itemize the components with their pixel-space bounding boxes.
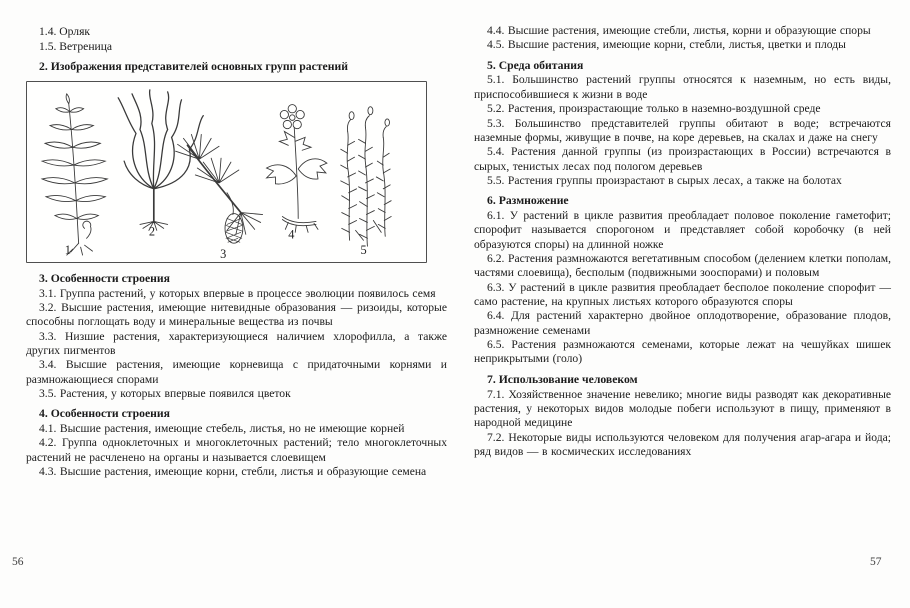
list-item: 3.5. Растения, у которых впервые появился цветок xyxy=(39,387,291,400)
list-item: 5.5. Растения группы произрастают в сырых лесах, а также на болотах xyxy=(487,173,842,187)
figure-label-3: 3 xyxy=(220,246,227,261)
list-item: 6.2. Растения размножаются вегетативным способом (делением клетки пополам, частями слоевища), бесполым (подвижными зооспорами) и половым xyxy=(474,252,891,280)
list-item: 6.1. У растений в цикле развития преобладает половое поколение гаметофит; спорофит называется спорогоном и представляет собой коробочку (в ней образуются споры) на длинной ножке xyxy=(474,209,891,251)
list-item: 5.2. Растения, произрастающие только в наземно-воздушной среде xyxy=(487,102,821,116)
list-item: 5.3. Большинство представителей группы обитают в воде; встречаются наземные формы, живущие в почве, на коре деревьев, на скалах и даже на снегу xyxy=(474,116,891,144)
list-item: 5.4. Растения данной группы (из произрастающих в России) встречаются в сырых, тенистых лесах под пологом деревьев xyxy=(474,145,891,173)
list-item: 4.2. Группа одноклеточных и многоклеточных растений; тело многоклеточных растений не расчленено на органы и называется слоевищем xyxy=(26,436,447,464)
list-item: 4.3. Высшие растения, имеющие корни, стебли, листья и образующие семена xyxy=(39,465,427,479)
list-item: 3.3. Низшие растения, характеризующиеся наличием хлорофилла, а также других пигментов xyxy=(26,329,447,357)
section-heading-7: 7. Использование человеком xyxy=(487,372,638,386)
list-item: 3.2. Высшие растения, имеющие нитевидные образования — ризоиды, которые способны поглощать воду и минеральные вещества из почвы xyxy=(26,300,447,329)
list-item: 4.5. Высшие растения, имеющие корни, стебли, листья, цветки и плоды xyxy=(487,38,846,52)
list-item: 5.1. Большинство растений группы относятся к наземным, но есть виды, приспособившиеся к жизни в воде xyxy=(474,73,891,101)
section-heading-3: 3. Особенности строения xyxy=(39,271,170,285)
list-item: 3.1. Группа растений, у которых впервые в процессе эволюции появилось семя xyxy=(39,286,436,300)
section-heading-figures: 2. Изображения представителей основных групп растений xyxy=(39,60,348,73)
section-heading-5: 5. Среда обитания xyxy=(487,58,584,72)
list-item: 4.1. Высшие растения, имеющие стебель, листья, но не имеющие корней xyxy=(39,422,405,436)
figure-label-2: 2 xyxy=(148,224,156,239)
list-item: 1.4. Орляк xyxy=(39,25,91,38)
page-left xyxy=(26,24,447,480)
list-item: 6.4. Для растений характерно двойное оплодотворение, образование плодов, размножение семенами xyxy=(474,309,891,337)
section-heading-4: 4. Особенности строения xyxy=(39,407,170,421)
list-item: 1.5. Ветреница xyxy=(39,40,113,53)
pine-branch-drawing xyxy=(176,134,263,243)
list-item: 6.5. Растения размножаются семенами, которые лежат на чешуйках шишек неприкрытыми (голо) xyxy=(474,338,891,366)
list-item: 7.2. Некоторые виды используются человеком для получения агар-агара и йода; ряд видов — в космических исследованиях xyxy=(474,430,891,458)
page-number-left: 56 xyxy=(12,556,24,568)
page-right xyxy=(474,24,891,459)
section-heading-6: 6. Размножение xyxy=(487,194,569,208)
page-number-right: 57 xyxy=(870,556,882,568)
figure-label-4: 4 xyxy=(288,227,295,242)
list-item: 7.1. Хозяйственное значение невелико; многие виды разводят как декоративные растения, у некоторых видов молодые побеги используют в пищу, применяют в народной медицине xyxy=(474,387,891,430)
list-item: 4.4. Высшие растения, имеющие стебли, листья, корни и образующие споры xyxy=(487,24,871,37)
list-item: 6.3. У растений в цикле развития преобладает бесполое поколение спорофит — само растение, на крупных листьях которого образуются споры xyxy=(474,280,891,309)
list-item: 3.4. Высшие растения, имеющие корневища с придаточными корнями и размножающиеся спорами xyxy=(26,358,447,386)
fern-drawing xyxy=(42,94,107,255)
figure-label-1: 1 xyxy=(64,242,71,257)
moss-drawing xyxy=(341,107,391,246)
plants-illustration xyxy=(27,82,426,262)
figure-label-5: 5 xyxy=(360,242,367,257)
algae-drawing xyxy=(118,90,203,230)
flowering-plant-drawing xyxy=(267,104,327,232)
plants-figure xyxy=(26,81,427,263)
